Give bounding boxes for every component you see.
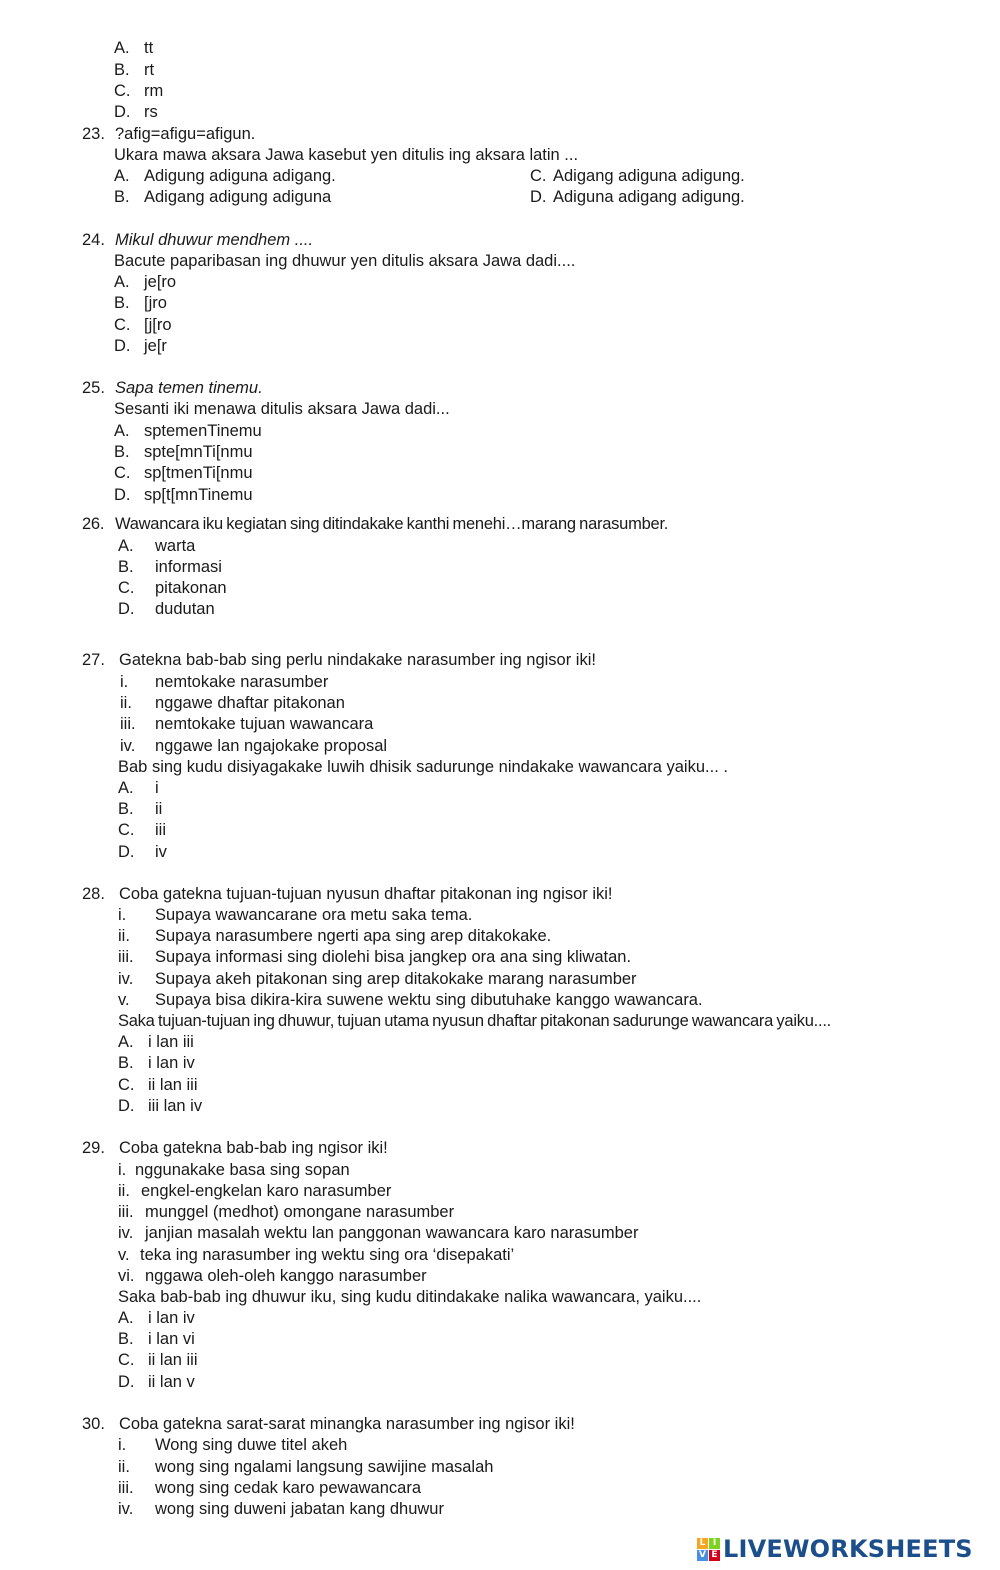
q29-item-v: v. teka ing narasumber ing wektu sing ora ‘disepakati’ — [118, 1246, 515, 1264]
logo-letter-i: I — [709, 1538, 720, 1549]
q22-option-c[interactable]: C. rm — [114, 82, 164, 100]
q29-option-b[interactable]: B. i lan vi — [118, 1330, 195, 1348]
q23-number: 23. — [82, 125, 105, 143]
q28-item-iv: iv. Supaya akeh pitakonan sing arep ditakokake marang narasumber — [118, 970, 637, 988]
q28-item-v: v. Supaya bisa dikira-kira suwene wektu sing dibutuhake kanggo wawancara. — [118, 991, 703, 1009]
q28-number: 28. — [82, 885, 105, 903]
logo-letter-e: E — [709, 1550, 720, 1561]
q23-prompt — [82, 124, 255, 144]
q28-question: 28. Coba gatekna tujuan-tujuan nyusun dhaftar pitakonan ing ngisor iki! — [82, 885, 613, 903]
q29-option-a[interactable]: A. i lan iv — [118, 1309, 195, 1327]
q28-item-iii: iii. Supaya informasi sing diolehi bisa jangkep ora ana sing kliwatan. — [118, 948, 632, 966]
q23-question: Ukara mawa aksara Jawa kasebut yen ditulis ing aksara latin ... — [114, 146, 579, 164]
q28-option-d[interactable]: D. iii lan iv — [118, 1097, 203, 1115]
q22-option-b[interactable]: B. rt — [114, 61, 155, 79]
q28-item-i: i. Supaya wawancarane ora metu saka tema. — [118, 906, 473, 924]
q28-item-ii: ii. Supaya narasumbere ngerti apa sing arep ditakokake. — [118, 927, 552, 945]
q29-item-vi: vi. nggawa oleh-oleh kanggo narasumber — [118, 1267, 427, 1285]
q24-question: Bacute paparibasan ing dhuwur yen ditulis aksara Jawa dadi.... — [114, 252, 576, 270]
q28-option-b[interactable]: B. i lan iv — [118, 1054, 195, 1072]
q26-option-b[interactable]: B. informasi — [118, 558, 222, 576]
q24-option-c[interactable]: C. [j[ro — [114, 316, 172, 334]
q29-item-iii: iii. munggel (medhot) omongane narasumber — [118, 1203, 455, 1221]
q30-number: 30. — [82, 1415, 105, 1433]
q27-item-i: i. nemtokake narasumber — [120, 673, 329, 691]
q26-option-c[interactable]: C. pitakonan — [118, 579, 227, 597]
q23-option-c[interactable]: C. Adigang adiguna adigung. — [530, 167, 745, 185]
q27-item-iii: iii. nemtokake tujuan wawancara — [120, 715, 374, 733]
q23-option-d[interactable]: D. Adiguna adigang adigung. — [530, 188, 745, 206]
q23-javanese-text: ?afig=afigu=afigun. — [115, 125, 256, 143]
q25-option-a[interactable]: A. sptemenTinemu — [114, 422, 262, 440]
q27-ask: Bab sing kudu disiyagakake luwih dhisik sadurunge nindakake wawancara yaiku... . — [118, 758, 728, 776]
q27-number: 27. — [82, 651, 105, 669]
q25-option-d[interactable]: D. sp[t[mnTinemu — [114, 486, 253, 504]
q26-option-d[interactable]: D. dudutan — [118, 600, 215, 618]
q29-item-ii: ii. engkel-engkelan karo narasumber — [118, 1182, 392, 1200]
q30-question: 30. Coba gatekna sarat-sarat minangka narasumber ing ngisor iki! — [82, 1415, 575, 1433]
q29-item-iv: iv. janjian masalah wektu lan panggonan wawancara karo narasumber — [118, 1224, 639, 1242]
q25-question: Sesanti iki menawa ditulis aksara Jawa dadi... — [114, 400, 450, 418]
q26-question: 26. Wawancara iku kegiatan sing ditindakake kanthi menehi…marang narasumber. — [82, 515, 669, 533]
q28-option-c[interactable]: C. ii lan iii — [118, 1076, 198, 1094]
q27-option-b[interactable]: B. ii — [118, 800, 163, 818]
logo-letter-l: L — [697, 1538, 708, 1549]
q27-item-iv: iv. nggawe lan ngajokake proposal — [120, 737, 388, 755]
q26-option-a[interactable]: A. warta — [118, 537, 196, 555]
q25-option-b[interactable]: B. spte[mnTi[nmu — [114, 443, 253, 461]
q29-option-c[interactable]: C. ii lan iii — [118, 1351, 198, 1369]
q30-item-iii: iii. wong sing cedak karo pewawancara — [118, 1479, 421, 1497]
q27-item-ii: ii. nggawe dhaftar pitakonan — [120, 694, 345, 712]
q26-number: 26. — [82, 515, 105, 533]
q30-item-i: i. Wong sing duwe titel akeh — [118, 1436, 348, 1454]
q28-ask: Saka tujuan-tujuan ing dhuwur, tujuan utama nyusun dhaftar pitakonan sadurunge wawancara yaiku.... — [118, 1012, 831, 1030]
q27-option-d[interactable]: D. iv — [118, 843, 167, 861]
logo-letter-v: V — [697, 1550, 708, 1561]
q24-option-a[interactable]: A. je[ro — [114, 273, 177, 291]
q24-number: 24. — [82, 231, 105, 249]
q24-option-b[interactable]: B. [jro — [114, 294, 167, 312]
q22-option-a[interactable]: A. tt — [114, 39, 154, 57]
q23-option-b[interactable]: B. Adigang adigung adiguna — [114, 188, 332, 206]
q25-prompt: 25. Sapa temen tinemu. — [82, 379, 263, 397]
liveworksheets-wordmark: LIVEWORKSHEETS — [723, 1535, 973, 1563]
q23-option-a[interactable]: A. Adigung adiguna adigang. — [114, 167, 336, 185]
q22-option-d[interactable]: D. rs — [114, 103, 158, 121]
q30-item-iv: iv. wong sing duweni jabatan kang dhuwur — [118, 1500, 444, 1518]
q27-option-a[interactable]: A. i — [118, 779, 159, 797]
q29-question: 29. Coba gatekna bab-bab ing ngisor iki! — [82, 1139, 388, 1157]
liveworksheets-logo — [697, 1534, 993, 1564]
q25-number: 25. — [82, 379, 105, 397]
q27-option-c[interactable]: C. iii — [118, 821, 166, 839]
q28-option-a[interactable]: A. i lan iii — [118, 1033, 194, 1051]
q29-option-d[interactable]: D. ii lan v — [118, 1373, 195, 1391]
q25-option-c[interactable]: C. sp[tmenTi[nmu — [114, 464, 253, 482]
q29-ask: Saka bab-bab ing dhuwur iku, sing kudu ditindakake nalika wawancara, yaiku.... — [118, 1288, 702, 1306]
q24-option-d[interactable]: D. je[r — [114, 337, 167, 355]
q24-prompt: 24. Mikul dhuwur mendhem .... — [82, 231, 314, 249]
q29-number: 29. — [82, 1139, 105, 1157]
q29-item-i: i. nggunakake basa sing sopan — [118, 1161, 350, 1179]
q30-item-ii: ii. wong sing ngalami langsung sawijine masalah — [118, 1458, 494, 1476]
q27-question: 27. Gatekna bab-bab sing perlu nindakake narasumber ing ngisor iki! — [82, 651, 596, 669]
liveworksheets-logo-icon — [697, 1538, 720, 1561]
